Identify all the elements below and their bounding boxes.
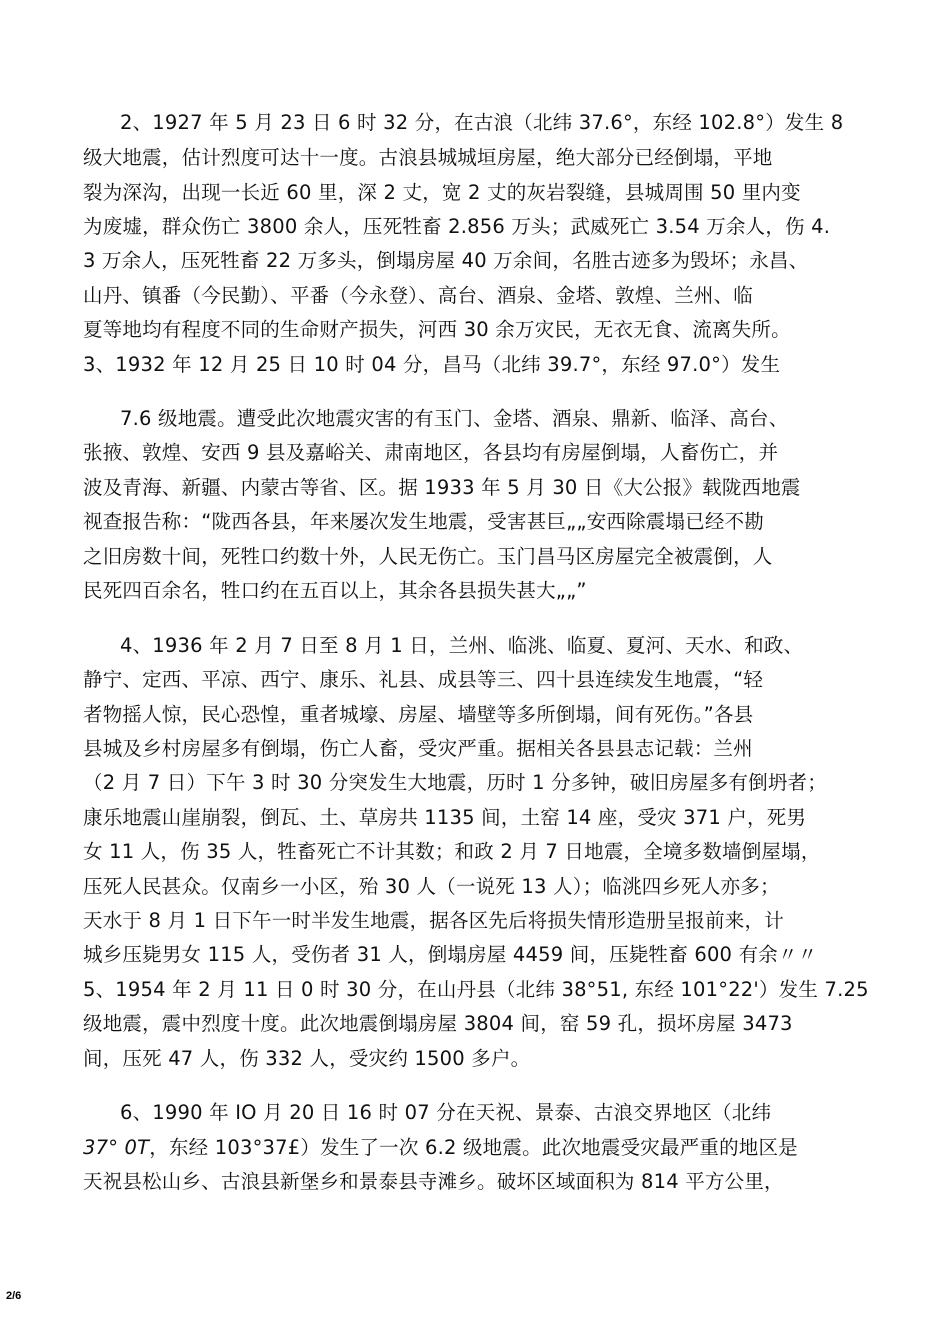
- text-line: 山丹、镇番（今民勤）、平番（今永登）、高台、酒泉、金塔、敦煌、兰州、临: [83, 284, 754, 307]
- text-line: 康乐地震山崖崩裂，倒瓦、土、草房共 1135 间，土窑 14 座，受灾 371 户，死男: [83, 806, 807, 829]
- text-line: 张掖、敦煌、安西 9 县及嘉峪关、肃南地区，各县均有房屋倒塌，人畜伤亡，并: [83, 441, 779, 464]
- text-line: 5、1954 年 2 月 11 日 0 时 30 分，在山丹县（北纬 38°51, 东经 101°22'）发生 7.25: [83, 978, 869, 1001]
- text-line: 县城及乡村房屋多有倒塌，伤亡人畜，受灾严重。据相关各县县志记载：兰州: [83, 737, 753, 760]
- text-line: 女 11 人，伤 35 人，牲畜死亡不计其数；和政 2 月 7 日地震，全境多数墙倒屋塌，: [83, 840, 821, 863]
- text-line: 之旧房数十间，死牲口约数十外，人民无伤亡。玉门昌马区房屋完全被震倒，人: [83, 545, 773, 568]
- page-number: 2/6: [6, 1290, 22, 1302]
- text-line: 7.6 级地震。遭受此次地震灾害的有玉门、金塔、酒泉、鼎新、临泽、高台、: [120, 407, 789, 430]
- text-line: 裂为深沟，出现一长近 60 里，深 2 丈，宽 2 丈的灰岩裂缝，县城周围 50 里内变: [83, 181, 801, 204]
- text-line: 2、1927 年 5 月 23 日 6 时 32 分，在古浪（北纬 37.6°，东经 102.8°）发生 8: [120, 111, 844, 134]
- text-line: 民死四百余名，牲口约在五百以上，其余各县损失甚大„„”: [83, 579, 587, 602]
- text-line: 静宁、定西、平凉、西宁、康乐、礼县、成县等三、四十县连续发生地震，“轻: [83, 668, 764, 691]
- text-line: （2 月 7 日）下午 3 时 30 分突发生大地震，历时 1 分多钟，破旧房屋多有倒坍者；: [83, 771, 827, 794]
- text-line: 者物摇人惊，民心恐惶，重者城壕、房屋、墙壁等多所倒塌，间有死伤。”各县: [83, 703, 754, 726]
- text-line: 级大地震，估计烈度可达十一度。古浪县城城垣房屋，绝大部分已经倒塌，平地: [83, 146, 773, 169]
- text-line: 夏等地均有程度不同的生命财产损失，河西 30 余万灾民，无衣无食、流离失所。: [83, 318, 791, 341]
- text-line: 4、1936 年 2 月 7 日至 8 月 1 日，兰州、临洮、临夏、夏河、天水、和政、: [120, 634, 804, 657]
- coordinate-text: 37° 0T: [83, 1136, 150, 1159]
- text-line: 天水于 8 月 1 日下午一时半发生地震，据各区先后将损失情形造册呈报前来，计: [83, 909, 784, 932]
- text-line: 3 万余人，压死牲畜 22 万多头，倒塌房屋 40 万余间，名胜古迹多为毁坏；永昌、: [83, 249, 809, 272]
- text-line: 视查报告称：“陇西各县，年来屡次发生地震，受害甚巨„„安西除震塌已经不勘: [83, 510, 765, 533]
- text-line: 间，压死 47 人，伤 332 人，受灾约 1500 多户。: [83, 1047, 531, 1070]
- text-line: 波及青海、新疆、内蒙古等省、区。据 1933 年 5 月 30 日《大公报》载陇西地震: [83, 476, 801, 499]
- text-line: 天祝县松山乡、古浪县新堡乡和景泰县寺滩乡。破坏区域面积为 814 平方公里，: [83, 1170, 784, 1193]
- text-line: 级地震，震中烈度十度。此次地震倒塌房屋 3804 间，窑 59 孔，损坏房屋 3473: [83, 1012, 793, 1035]
- text-line: 城乡压毙男女 115 人，受伤者 31 人，倒塌房屋 4459 间，压毙牲畜 600 有余〃〃: [83, 943, 818, 966]
- text-line: 压死人民甚众。仅南乡一小区，殆 30 人（一说死 13 人）；临洮四乡死人亦多；: [83, 875, 780, 898]
- text-line: 3、1932 年 12 月 25 日 10 时 04 分，昌马（北纬 39.7°，东经 97.0°）发生: [83, 353, 781, 376]
- text-line: 6、1990 年 IO 月 20 日 16 时 07 分在天祝、景泰、古浪交界地区（北纬: [120, 1101, 772, 1124]
- text-line-remainder: ，东经 103°37£）发生了一次 6.2 级地震。此次地震受灾最严重的地区是: [149, 1136, 798, 1159]
- text-line: 为废墟，群众伤亡 3800 余人，压死牲畜 2.856 万头；武威死亡 3.54 万余人，伤 4.: [83, 215, 831, 238]
- text-line-coords: [83, 1134, 798, 1162]
